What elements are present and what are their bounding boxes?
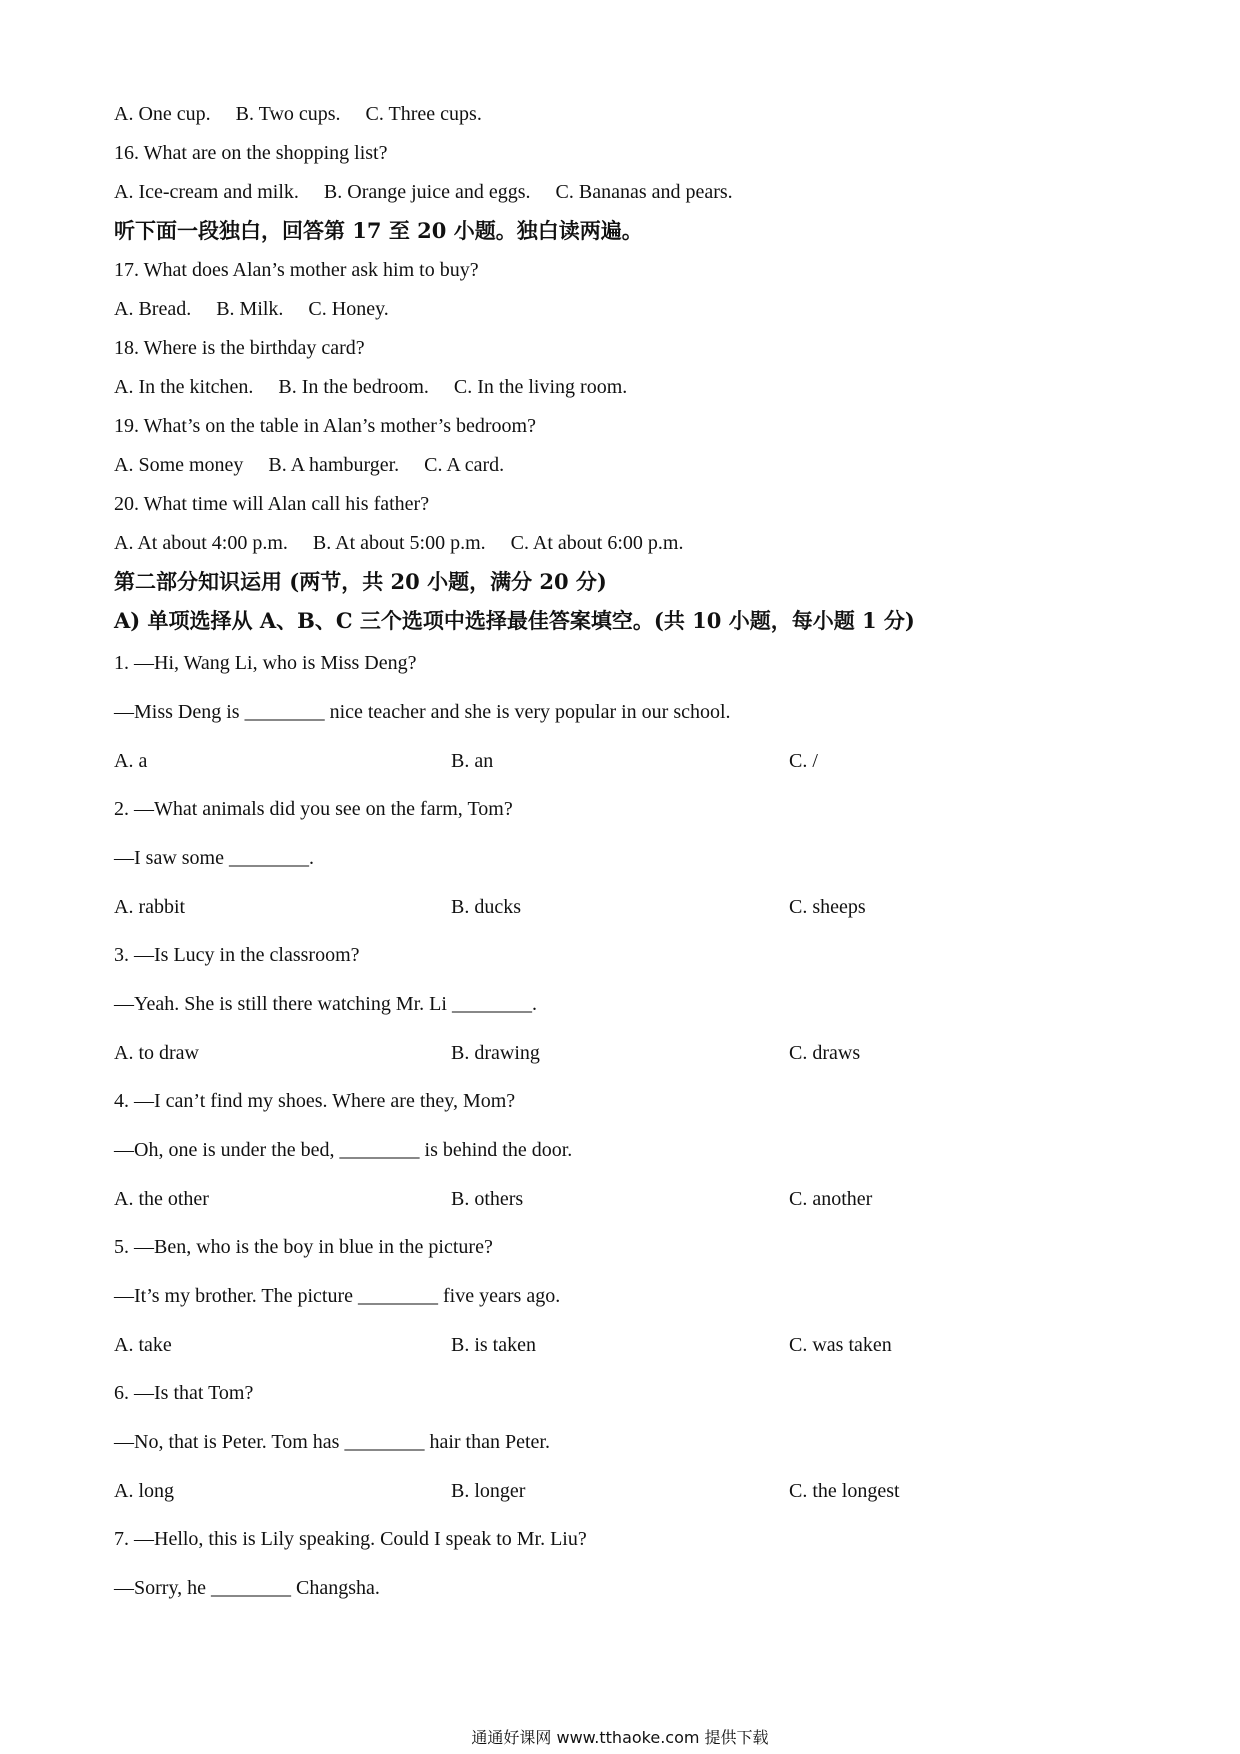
- mcq4-option-b: B. others: [451, 1188, 524, 1210]
- mcq4-question: 4. —I can’t find my shoes. Where are they, Mom?: [114, 1090, 516, 1112]
- mcq5-option-c: C. was taken: [789, 1334, 892, 1356]
- mcq2-answer-line: —I saw some ________.: [114, 847, 314, 869]
- q17-options: A. Bread. B. Milk. C. Honey.: [114, 298, 389, 320]
- mcq1-question: 1. —Hi, Wang Li, who is Miss Deng?: [114, 652, 417, 674]
- mcq1-answer-line: —Miss Deng is ________ nice teacher and she is very popular in our school.: [114, 701, 731, 723]
- mcq6-question: 6. —Is that Tom?: [114, 1382, 254, 1404]
- q16-question: 16. What are on the shopping list?: [114, 142, 388, 164]
- mcq2-option-a: A. rabbit: [114, 896, 186, 918]
- mcq3-option-c: C. draws: [789, 1042, 861, 1064]
- mcq2-option-b: B. ducks: [451, 896, 521, 918]
- mcq5-option-a: A. take: [114, 1334, 172, 1356]
- mcq6-option-c: C. the longest: [789, 1480, 900, 1502]
- mcq7-question: 7. —Hello, this is Lily speaking. Could I speak to Mr. Liu?: [114, 1528, 587, 1550]
- q18-options: A. In the kitchen. B. In the bedroom. C. In the living room.: [114, 376, 628, 398]
- mcq4-option-a: A. the other: [114, 1188, 209, 1210]
- mcq1-option-c: C. /: [789, 750, 818, 772]
- mcq1-option-b: B. an: [451, 750, 494, 772]
- mcq2-option-c: C. sheeps: [789, 896, 866, 918]
- mcq3-answer-line: —Yeah. She is still there watching Mr. Li ________.: [114, 993, 537, 1015]
- mcq6-option-a: A. long: [114, 1480, 174, 1502]
- q20-question: 20. What time will Alan call his father?: [114, 493, 430, 515]
- footer-watermark: 通通好课网 www.tthaoke.com 提供下载: [471, 1728, 769, 1747]
- mcq4-answer-line: —Oh, one is under the bed, ________ is behind the door.: [114, 1139, 573, 1161]
- q20-options: A. At about 4:00 p.m. B. At about 5:00 p.m. C. At about 6:00 p.m.: [114, 532, 684, 554]
- q15-options: A. One cup. B. Two cups. C. Three cups.: [114, 103, 482, 125]
- mcq3-option-b: B. drawing: [451, 1042, 540, 1064]
- q19-question: 19. What’s on the table in Alan’s mother’s bedroom?: [114, 415, 536, 437]
- mcq5-answer-line: —It’s my brother. The picture ________ five years ago.: [114, 1285, 561, 1307]
- mcq6-answer-line: —No, that is Peter. Tom has ________ hair than Peter.: [114, 1431, 550, 1453]
- q17-question: 17. What does Alan’s mother ask him to buy?: [114, 259, 479, 281]
- part2-heading: 第二部分知识运用 (两节，共 20 小题，满分 20 分): [114, 569, 607, 594]
- mcq2-question: 2. —What animals did you see on the farm, Tom?: [114, 798, 513, 820]
- q18-question: 18. Where is the birthday card?: [114, 337, 365, 359]
- mcq3-option-a: A. to draw: [114, 1042, 199, 1064]
- mcq4-option-c: C. another: [789, 1188, 873, 1210]
- q16-options: A. Ice-cream and milk. B. Orange juice and eggs. C. Bananas and pears.: [114, 181, 733, 203]
- part2-a-heading: A) 单项选择从 A、B、C 三个选项中选择最佳答案填空。(共 10 小题，每小题 1 分): [114, 608, 915, 633]
- mcq1-option-a: A. a: [114, 750, 148, 772]
- mcq5-option-b: B. is taken: [451, 1334, 536, 1356]
- q19-options: A. Some money B. A hamburger. C. A card.: [114, 454, 505, 476]
- mcq5-question: 5. —Ben, who is the boy in blue in the picture?: [114, 1236, 493, 1258]
- mcq3-question: 3. —Is Lucy in the classroom?: [114, 944, 360, 966]
- mcq7-answer-line: —Sorry, he ________ Changsha.: [114, 1577, 380, 1599]
- mcq6-option-b: B. longer: [451, 1480, 526, 1502]
- section-monologue-heading: 听下面一段独白，回答第 17 至 20 小题。独白读两遍。: [114, 218, 643, 243]
